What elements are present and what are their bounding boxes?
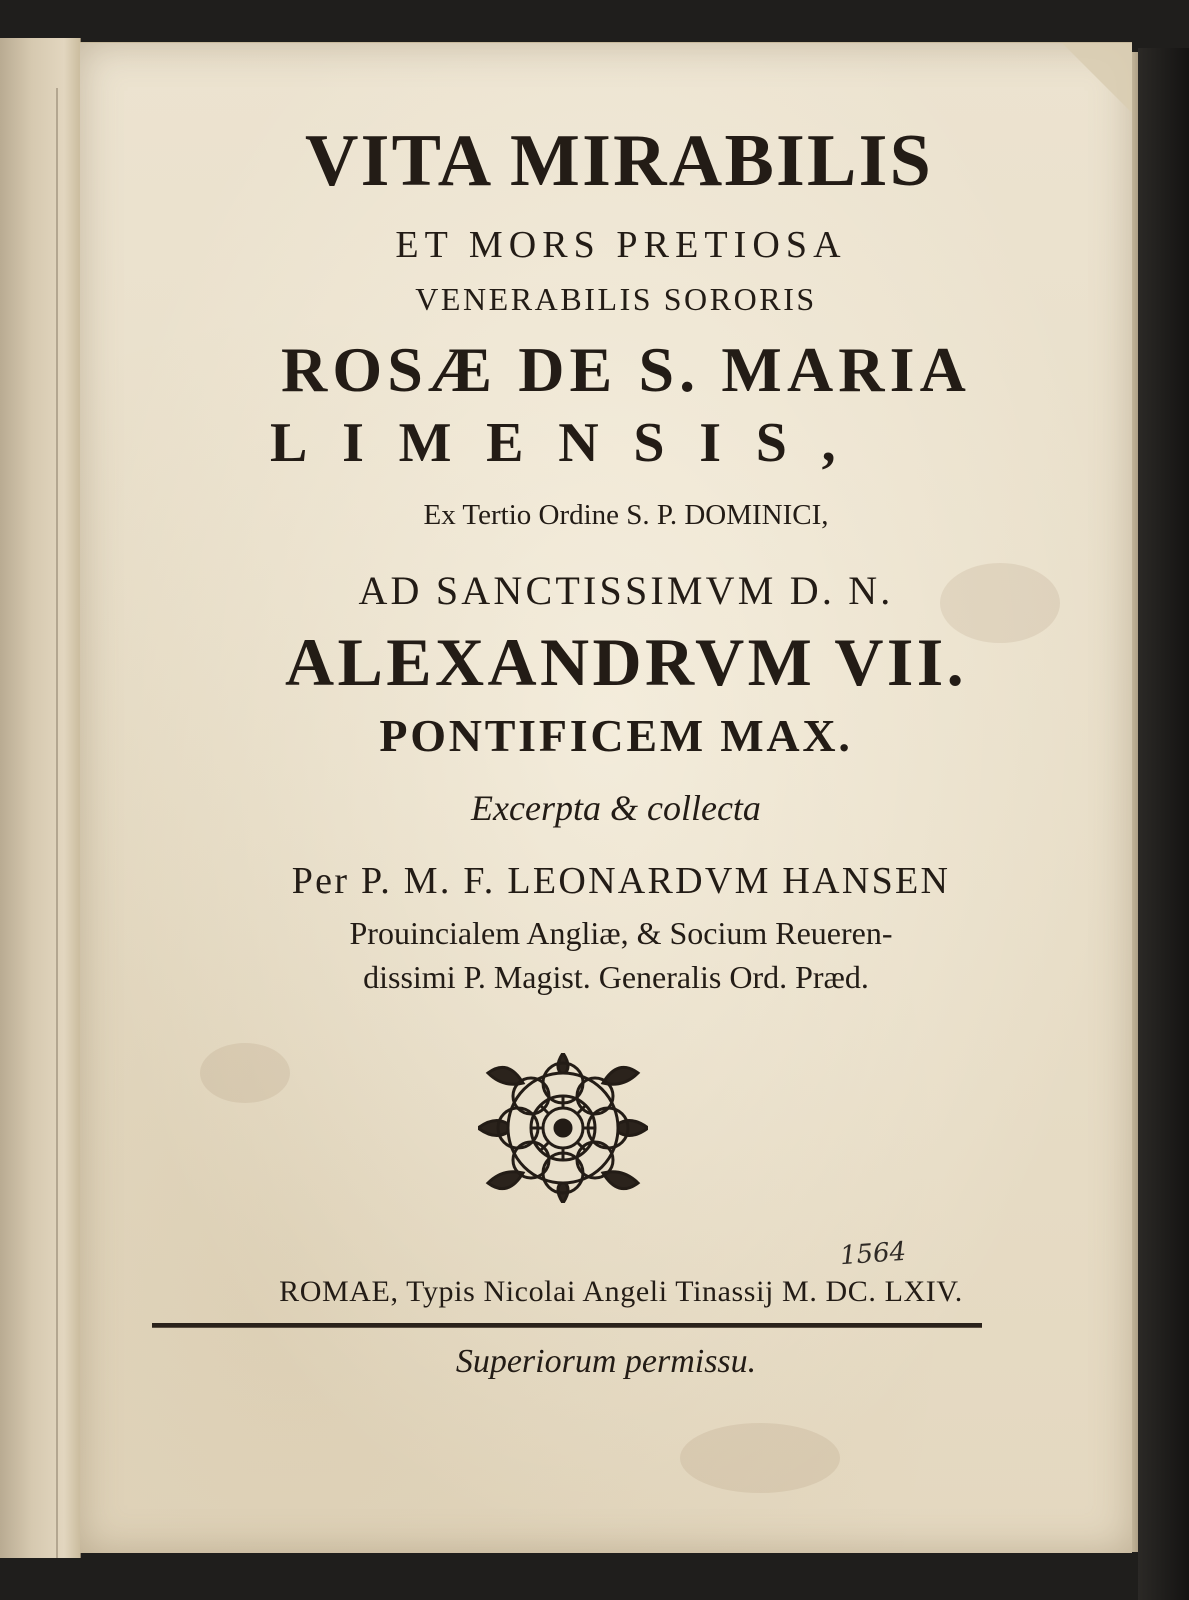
title-line-alexandrum: ALEXANDRVM VII. [284, 624, 968, 700]
title-line-limensis: LIMENSIS, [270, 412, 871, 474]
imprint-line: ROMAE, Typis Nicolai Angeli Tinassij M. DC. LXIV. [279, 1275, 963, 1308]
title-line-vita-mirabilis: VITA MIRABILIS [304, 120, 934, 202]
title-page [80, 42, 1132, 1553]
folded-corner [1062, 43, 1132, 113]
spine-line [56, 88, 58, 1558]
title-line-rosae: ROSÆ DE S. MARIA [281, 334, 971, 405]
title-line-ordine: Ex Tertio Ordine S. P. DOMINICI, [423, 499, 829, 531]
permission-line: Superiorum permissu. [455, 1343, 757, 1380]
title-line-excerpta: Excerpta & collecta [471, 788, 761, 828]
author-title-line-1: Prouincialem Angliæ, & Socium Reueren- [349, 915, 893, 951]
book-cover-board [1138, 48, 1189, 1600]
title-line-ad-sanctissimum: AD SANCTISSIMVM D. N. [358, 568, 894, 613]
title-line-pontificem: PONTIFICEM MAX. [379, 710, 853, 761]
title-line-et-mors: ET MORS PRETIOSA [395, 224, 847, 266]
left-page-edge [0, 38, 81, 1558]
title-line-venerabilis: VENERABILIS SORORIS [415, 281, 817, 317]
paper-stain [680, 1423, 840, 1493]
imprint-rule [152, 1323, 982, 1328]
paper-stain [200, 1043, 290, 1103]
rose-ornament-icon [478, 1053, 648, 1203]
author-line: Per P. M. F. LEONARDVM HANSEN [291, 860, 951, 902]
author-title-line-2: dissimi P. Magist. Generalis Ord. Præd. [363, 959, 869, 995]
handwritten-note: 1564 [839, 1236, 908, 1272]
